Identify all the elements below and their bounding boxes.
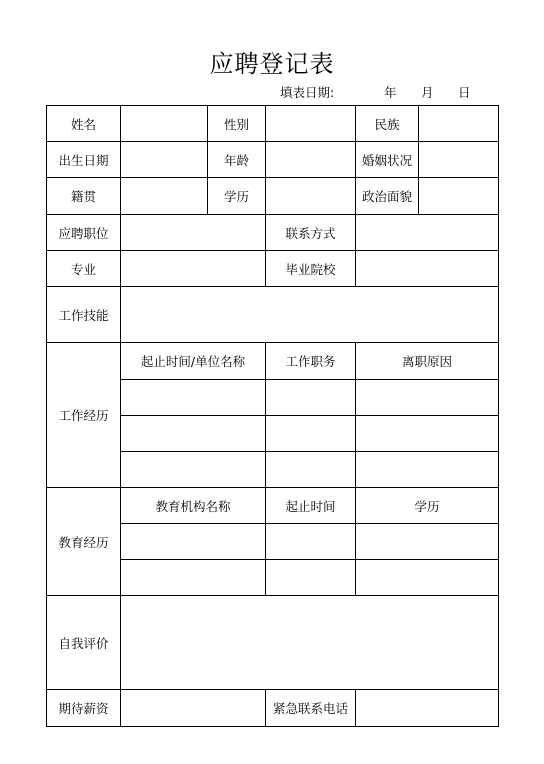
fill-date-month: 月 bbox=[421, 85, 434, 100]
work-period-company-field[interactable] bbox=[121, 380, 266, 416]
work-leave-reason-field[interactable] bbox=[356, 380, 499, 416]
form-row-self-evaluation bbox=[47, 596, 499, 690]
age-field[interactable] bbox=[266, 142, 356, 178]
name-label: 姓名 bbox=[47, 106, 121, 142]
marital-status-field[interactable] bbox=[419, 142, 499, 178]
major-label: 专业 bbox=[47, 251, 121, 287]
education-field[interactable] bbox=[266, 178, 356, 215]
birth-date-label: 出生日期 bbox=[47, 142, 121, 178]
edu-column-period: 起止时间 bbox=[266, 488, 356, 524]
gender-field[interactable] bbox=[266, 106, 356, 142]
work-leave-reason-field[interactable] bbox=[356, 416, 499, 452]
form-row-basic-1 bbox=[47, 106, 499, 142]
ethnicity-field[interactable] bbox=[419, 106, 499, 142]
edu-column-institution: 教育机构名称 bbox=[121, 488, 266, 524]
native-place-field[interactable] bbox=[121, 178, 208, 215]
self-evaluation-field[interactable] bbox=[121, 596, 499, 690]
skills-label: 工作技能 bbox=[47, 287, 121, 343]
emergency-contact-field[interactable] bbox=[356, 690, 499, 727]
form-row-major bbox=[47, 251, 499, 287]
political-status-label: 政治面貌 bbox=[356, 178, 419, 215]
edu-institution-field[interactable] bbox=[121, 560, 266, 596]
edu-degree-field[interactable] bbox=[356, 524, 499, 560]
marital-status-label: 婚姻状况 bbox=[356, 142, 419, 178]
registration-form-table bbox=[46, 105, 499, 727]
fill-date-day: 日 bbox=[458, 85, 471, 100]
work-column-period-company: 起止时间/单位名称 bbox=[121, 343, 266, 380]
work-job-title-field[interactable] bbox=[266, 416, 356, 452]
form-row-skills bbox=[47, 287, 499, 343]
edu-period-field[interactable] bbox=[266, 524, 356, 560]
major-field[interactable] bbox=[121, 251, 266, 287]
work-experience-header-row bbox=[47, 343, 499, 380]
contact-label: 联系方式 bbox=[266, 215, 356, 251]
position-field[interactable] bbox=[121, 215, 266, 251]
form-row-basic-3 bbox=[47, 178, 499, 215]
fill-date-label: 填表日期: bbox=[280, 85, 335, 100]
form-row-salary bbox=[47, 690, 499, 727]
work-job-title-field[interactable] bbox=[266, 452, 356, 488]
fill-date-line bbox=[0, 83, 544, 99]
form-row-basic-2 bbox=[47, 142, 499, 178]
gender-label: 性别 bbox=[208, 106, 266, 142]
expected-salary-field[interactable] bbox=[121, 690, 266, 727]
self-evaluation-label: 自我评价 bbox=[47, 596, 121, 690]
emergency-contact-label: 紧急联系电话 bbox=[266, 690, 356, 727]
skills-field[interactable] bbox=[121, 287, 499, 343]
name-field[interactable] bbox=[121, 106, 208, 142]
school-label: 毕业院校 bbox=[266, 251, 356, 287]
work-leave-reason-field[interactable] bbox=[356, 452, 499, 488]
form-row-position bbox=[47, 215, 499, 251]
education-experience-header-row bbox=[47, 488, 499, 524]
work-period-company-field[interactable] bbox=[121, 416, 266, 452]
position-label: 应聘职位 bbox=[47, 215, 121, 251]
native-place-label: 籍贯 bbox=[47, 178, 121, 215]
political-status-field[interactable] bbox=[419, 178, 499, 215]
contact-field[interactable] bbox=[356, 215, 499, 251]
birth-date-field[interactable] bbox=[121, 142, 208, 178]
edu-degree-field[interactable] bbox=[356, 560, 499, 596]
ethnicity-label: 民族 bbox=[356, 106, 419, 142]
edu-institution-field[interactable] bbox=[121, 524, 266, 560]
edu-column-degree: 学历 bbox=[356, 488, 499, 524]
work-experience-label: 工作经历 bbox=[47, 343, 121, 488]
work-column-job-title: 工作职务 bbox=[266, 343, 356, 380]
school-field[interactable] bbox=[356, 251, 499, 287]
expected-salary-label: 期待薪资 bbox=[47, 690, 121, 727]
work-period-company-field[interactable] bbox=[121, 452, 266, 488]
fill-date-year: 年 bbox=[384, 85, 397, 100]
education-label: 学历 bbox=[208, 178, 266, 215]
work-column-leave-reason: 离职原因 bbox=[356, 343, 499, 380]
work-job-title-field[interactable] bbox=[266, 380, 356, 416]
education-experience-label: 教育经历 bbox=[47, 488, 121, 596]
age-label: 年龄 bbox=[208, 142, 266, 178]
page-title: 应聘登记表 bbox=[209, 50, 335, 78]
edu-period-field[interactable] bbox=[266, 560, 356, 596]
